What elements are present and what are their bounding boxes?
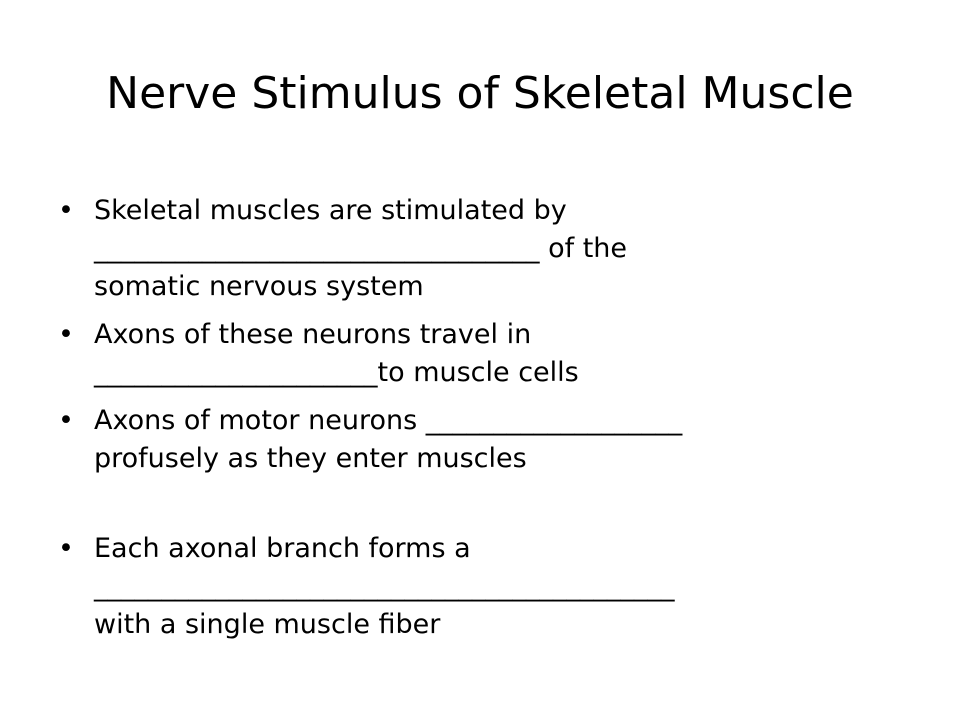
bullet-text-line: Skeletal muscles are stimulated by (94, 195, 567, 226)
bullet-marker: • (58, 195, 74, 226)
bullet-text-line: _________________________________ of the (94, 233, 627, 264)
bullet-item-stimulation (58, 192, 938, 306)
bullet-text-line: ___________________________________________ (94, 571, 675, 602)
bullet-text-line: _____________________to muscle cells (94, 357, 579, 388)
bullet-text-line: Axons of these neurons travel in (94, 319, 532, 350)
bullet-text-line: somatic nervous system (94, 271, 424, 302)
bullet-item-axons-branch (58, 402, 938, 478)
bullet-text-line: with a single muscle fiber (94, 609, 441, 640)
bullet-item-axons-travel (58, 316, 938, 392)
slide-title: Nerve Stimulus of Skeletal Muscle (106, 68, 854, 119)
bullet-marker: • (58, 405, 74, 436)
bullet-item-axonal-branch (58, 530, 938, 644)
bullet-marker: • (58, 319, 74, 350)
bullet-marker: • (58, 533, 74, 564)
bullet-list (58, 192, 938, 644)
bullet-text-line: Each axonal branch forms a (94, 533, 471, 564)
bullet-text-line: profusely as they enter muscles (94, 443, 527, 474)
bullet-text-line: Axons of motor neurons ___________________ (94, 405, 683, 436)
